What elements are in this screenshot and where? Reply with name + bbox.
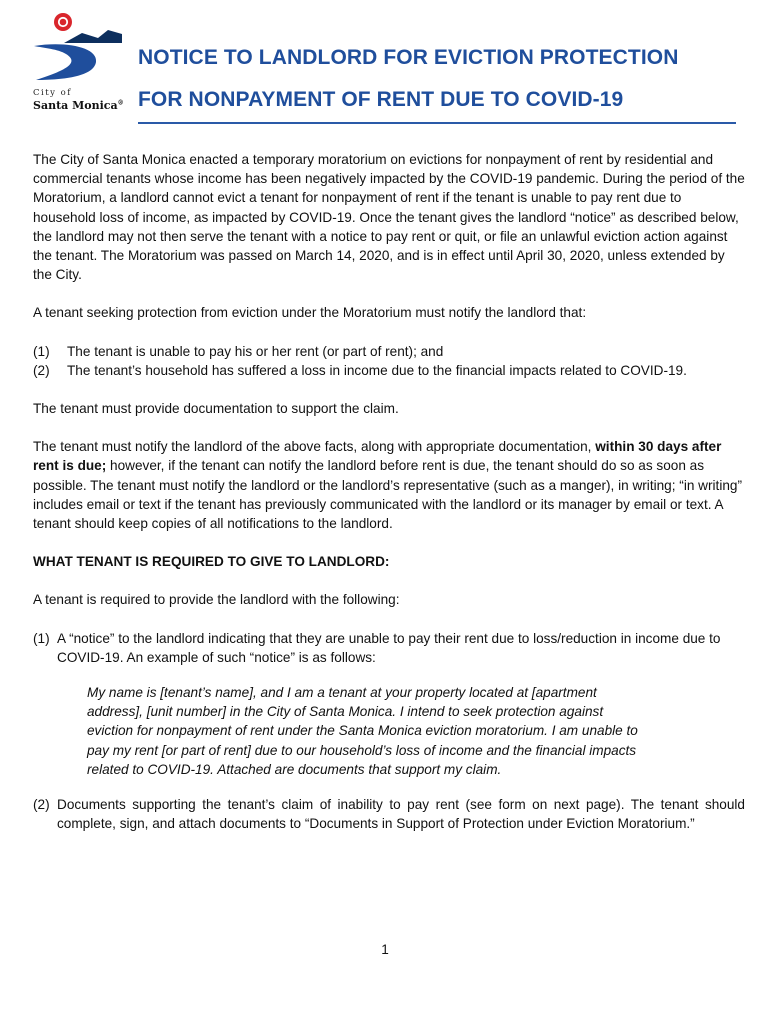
required-item-1 (33, 629, 745, 667)
santa-monica-logo-icon (30, 8, 130, 88)
notify-deadline: within 30 days after rent is due; (33, 439, 722, 474)
logo-city-of: City of (33, 88, 72, 98)
conditions-list (33, 342, 745, 380)
document-body (33, 150, 745, 852)
section-heading: WHAT TENANT IS REQUIRED TO GIVE TO LANDLORD: (33, 554, 390, 570)
notify-text-after: however, if the tenant can notify the landlord before rent is due, the tenant should do so as soon as possible. The tenant must notify the landlord or the landlord’s representative (such as a manger), in writing; “in writing” includes email or text if the tenant has previously communicated with the landlord or its manager by email or text. A tenant should keep copies of all notifications to the landlord. (33, 458, 742, 532)
notify-paragraph (33, 437, 745, 533)
title-line-2: FOR NONPAYMENT OF RENT DUE TO COVID-19 (138, 88, 624, 111)
santa-monica-logo (30, 8, 130, 120)
list-item-text: Documents supporting the tenant’s claim of inability to pay rent (see form on next page). The tenant should complete, sign, and attach documents to “Documents in Support of Protection under Eviction Moratorium.” (57, 797, 745, 832)
list-item (33, 342, 745, 361)
logo-name-text: Santa Monica (33, 99, 118, 112)
logo-name (33, 99, 124, 112)
list-item-text: The tenant is unable to pay his or her rent (or part of rent); and (67, 343, 444, 359)
documentation-paragraph: The tenant must provide documentation to support the claim. (33, 401, 399, 417)
list-item-text: The tenant’s household has suffered a loss in income due to the financial impacts related to COVID-19. (67, 362, 687, 378)
title-divider (138, 122, 736, 124)
required-item-2 (33, 795, 745, 833)
required-intro: A tenant is required to provide the landlord with the following: (33, 592, 400, 608)
list-item-number: (1) (33, 630, 50, 646)
intro-paragraph: The City of Santa Monica enacted a temporary moratorium on evictions for nonpayment of rent by residential and commercial tenants whose income has been negatively impacted by the COVID-19 pandemic. During the period of the Moratorium, a landlord cannot evict a tenant for nonpayment of rent if the tenant is unable to pay rent due to household loss of income, as impacted by COVID-19. Once the tenant gives the landlord “notice” as described below, the landlord may not then serve the tenant with a notice to pay rent or quit, or file an unlawful eviction action against the tenant. The Moratorium was passed on March 14, 2020, and is in effect until April 30, 2020, unless extended by the City. (33, 152, 745, 283)
example-notice: My name is [tenant’s name], and I am a tenant at your property located at [apartment address], [unit number] in the City of Santa Monica. I intend to seek protection against eviction for nonpayment of rent under the Santa Monica eviction moratorium. I am unable to pay my rent [or part of rent] due to our household’s loss of income and the financial impacts related to COVID-19. Attached are documents that support my claim. (87, 685, 638, 777)
list-item-text: A “notice” to the landlord indicating that they are unable to pay their rent due to loss/reduction in income due to COVID-19. An example of such “notice” is as follows: (57, 630, 721, 665)
title-line-1: NOTICE TO LANDLORD FOR EVICTION PROTECTION (138, 46, 679, 69)
registered-mark: ® (117, 99, 124, 107)
page-number: 1 (381, 942, 389, 957)
list-item-number: (2) (33, 797, 50, 813)
list-item-number: (1) (33, 343, 50, 359)
seeking-paragraph: A tenant seeking protection from eviction under the Moratorium must notify the landlord that: (33, 305, 587, 321)
list-item-number: (2) (33, 362, 50, 378)
list-item (33, 361, 745, 380)
notify-text-before: The tenant must notify the landlord of the above facts, along with appropriate documentation, (33, 439, 596, 455)
